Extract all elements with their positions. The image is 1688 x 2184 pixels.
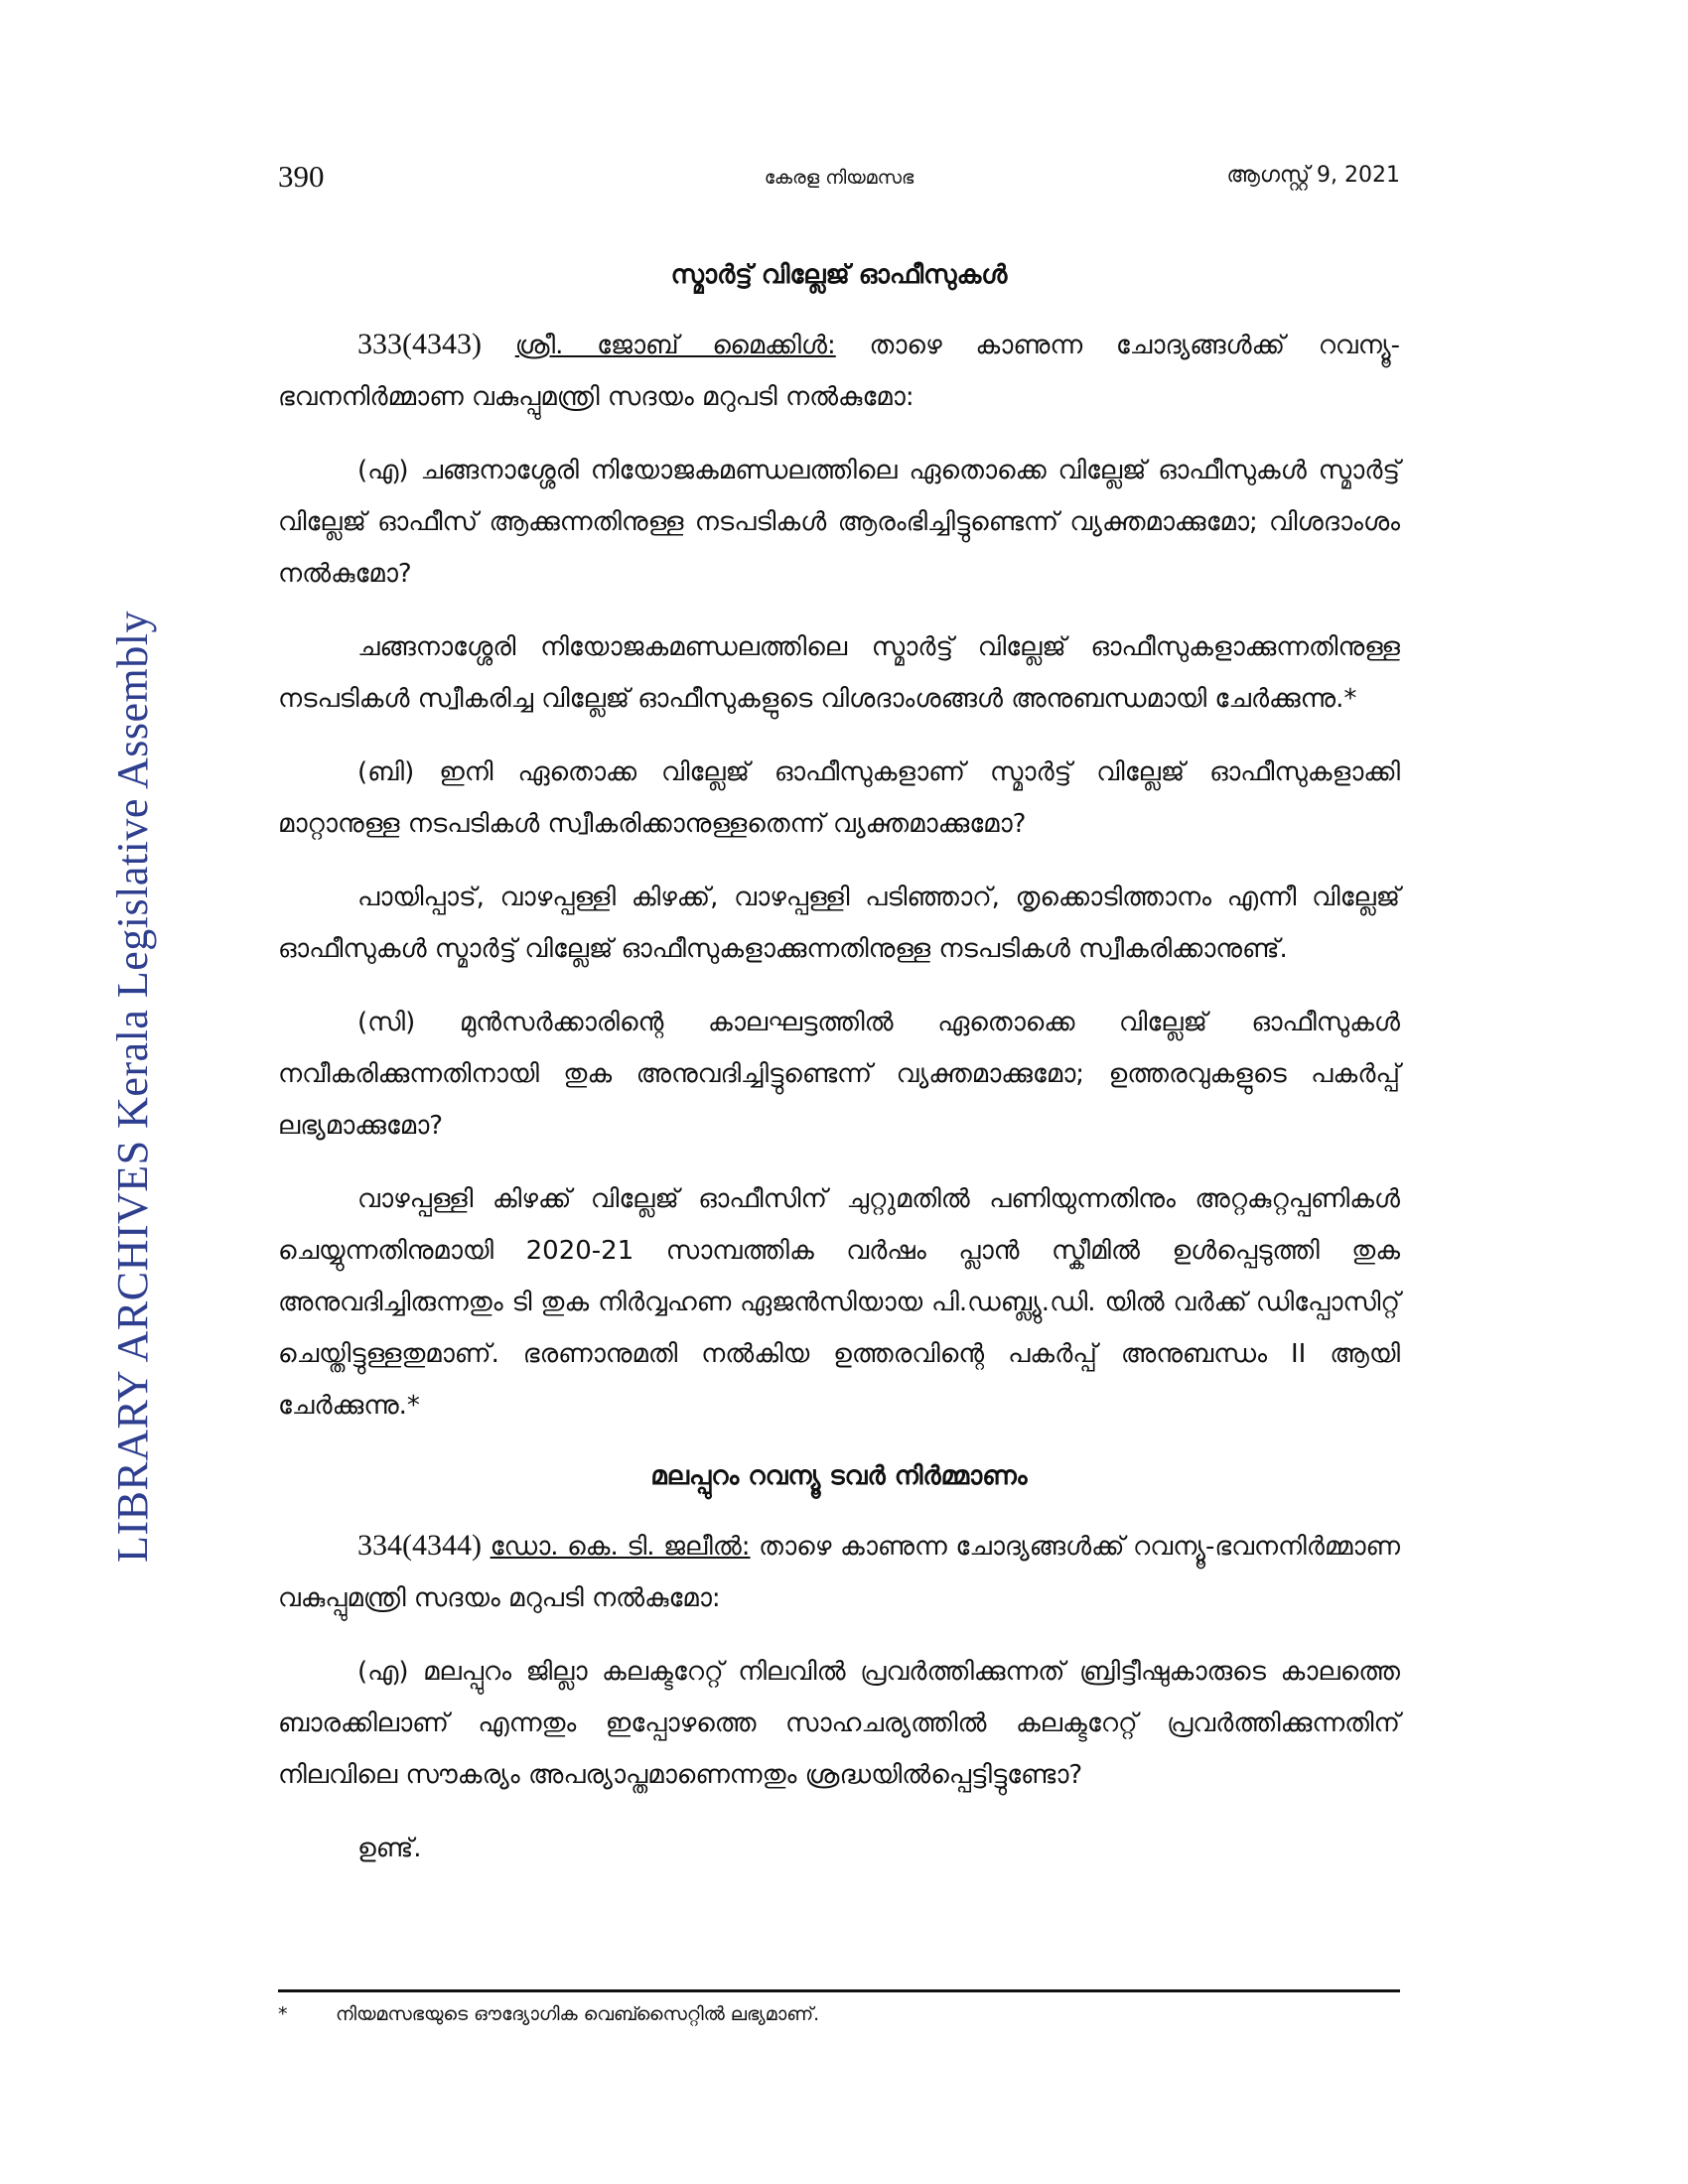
question-intro-text: താഴെ കാണുന്ന ചോദ്യങ്ങൾക്ക് റവന്യൂ-ഭവനനിർമ്മാണ വകുപ്പുമന്ത്രി സദയം മറുപടി നൽകുമോ: [278,331,1401,412]
question-intro-text: താഴെ കാണുന്ന ചോദ്യങ്ങൾക്ക് റവന്യൂ-ഭവനനിർമ്മാണ വകുപ്പുമന്ത്രി സദയം മറുപടി നൽകുമോ: [278,1532,1401,1613]
page-number: 390 [278,159,325,194]
archive-watermark: LIBRARY ARCHIVES Kerala Legislative Assembly [108,611,157,1563]
question-paragraph: (സി) മുൻസർക്കാരിന്റെ കാലഘട്ടത്തിൽ ഏതൊക്കെ വില്ലേജ് ഓഫീസുകൾ നവീകരിക്കുന്നതിനായി തുക അനുവദിച്ചിട്ടുണ്ടെന്ന് വ്യക്തമാക്കുമോ; ഉത്തരവുകളുടെ പകർപ്പ് ലഭ്യമാക്കുമോ? [278,1008,1400,1141]
footnote-text: നിയമസഭയുടെ ഔദ്യോഗിക വെബ്സൈറ്റിൽ ലഭ്യമാണ്. [336,2003,820,2025]
question-number: 333(4343) [357,328,482,360]
question-paragraph: (എ) മലപ്പുറം ജില്ലാ കലക്ടറേറ്റ് നിലവിൽ പ്രവർത്തിക്കുന്നത് ബ്രിട്ടീഷുകാരുടെ കാലത്തെ ബാരക്കിലാണ് എന്നതും ഇപ്പോഴത്തെ സാഹചര്യത്തിൽ കലക്ടറേറ്റ് പ്രവർത്തിക്കുന്നതിന് നിലവിലെ സൗകര്യം അപര്യാപ്തമാണെന്നതും ശ്രദ്ധയിൽപ്പെട്ടിട്ടുണ്ടോ? [278,1657,1400,1790]
answer-paragraph: പായിപ്പാട്, വാഴപ്പള്ളി കിഴക്ക്, വാഴപ്പള്ളി പടിഞ്ഞാറ്, തൃക്കൊടിത്താനം എന്നീ വില്ലേജ് ഓഫീസുകൾ സ്മാർട്ട് വില്ലേജ് ഓഫീസുകളാക്കുന്നതിനുള്ള നടപടികൾ സ്വീകരിക്കാനുണ്ട്. [278,883,1400,964]
asker-name: ശ്രീ. ജോബ് മൈക്കിൾ: [514,331,836,360]
footnote-divider [278,1989,1400,1992]
asker-name: ഡോ. കെ. ടി. ജലീൽ: [490,1532,751,1562]
publication-title: കേരള നിയമസഭ [764,167,914,189]
document-body [278,260,1400,1896]
question-paragraph: (എ) ചങ്ങനാശ്ശേരി നിയോജകമണ്ഡലത്തിലെ ഏതൊക്കെ വില്ലേജ് ഓഫീസുകൾ സ്മാർട്ട് വില്ലേജ് ഓഫീസ് ആക്കുന്നതിനുള്ള നടപടികൾ ആരംഭിച്ചിട്ടുണ്ടെന്ന് വ്യക്തമാക്കുമോ; വിശദാംശം നൽകുമോ? [278,456,1400,589]
question-intro [278,1520,1400,1624]
header-date: ആഗസ്റ്റ് 9, 2021 [1226,163,1400,188]
question-intro [278,319,1400,423]
footnote [278,2003,1400,2025]
question-paragraph: (ബി) ഇനി ഏതൊക്ക വില്ലേജ് ഓഫീസുകളാണ് സ്മാർട്ട് വില്ലേജ് ഓഫീസുകളാക്കി മാറ്റാനുള്ള നടപടികൾ സ്വീകരിക്കാനുള്ളതെന്ന് വ്യക്തമാക്കുമോ? [278,757,1400,839]
section-heading: സ്മാർട്ട് വില്ലേജ് ഓഫീസുകൾ [670,260,1008,290]
answer-paragraph: ചങ്ങനാശ്ശേരി നിയോജകമണ്ഡലത്തിലെ സ്മാർട്ട് വില്ലേജ് ഓഫീസുകളാക്കുന്നതിനുള്ള നടപടികൾ സ്വീകരിച്ച വില്ലേജ് ഓഫീസുകളുടെ വിശദാംശങ്ങൾ അനുബന്ധമായി ചേർക്കുന്നു.* [278,632,1400,714]
footnote-mark: * [278,2003,288,2025]
question-number: 334(4344) [357,1529,482,1562]
answer-paragraph: വാഴപ്പള്ളി കിഴക്ക് വില്ലേജ് ഓഫീസിന് ചുറ്റുമതിൽ പണിയുന്നതിനും അറ്റകുറ്റപ്പണികൾ ചെയ്യുന്നതിനുമായി 2020-21 സാമ്പത്തിക വർഷം പ്ലാൻ സ്കീമിൽ ഉൾപ്പെടുത്തി തുക അനുവദിച്ചിരുന്നതും ടി തുക നിർവ്വഹണ ഏജൻസിയായ പി.ഡബ്ല്യു.ഡി. യിൽ വർക്ക് ഡിപ്പോസിറ്റ് ചെയ്തിട്ടുള്ളതുമാണ്. ഭരണാനുമതി നൽകിയ ഉത്തരവിന്റെ പകർപ്പ് അനുബന്ധം II ആയി ചേർക്കുന്നു.* [278,1184,1400,1421]
page-header [278,159,1400,199]
section-heading: മലപ്പുറം റവന്യൂ ടവർ നിർമ്മാണം [650,1461,1028,1491]
answer-paragraph: ഉണ്ട്. [357,1834,422,1863]
